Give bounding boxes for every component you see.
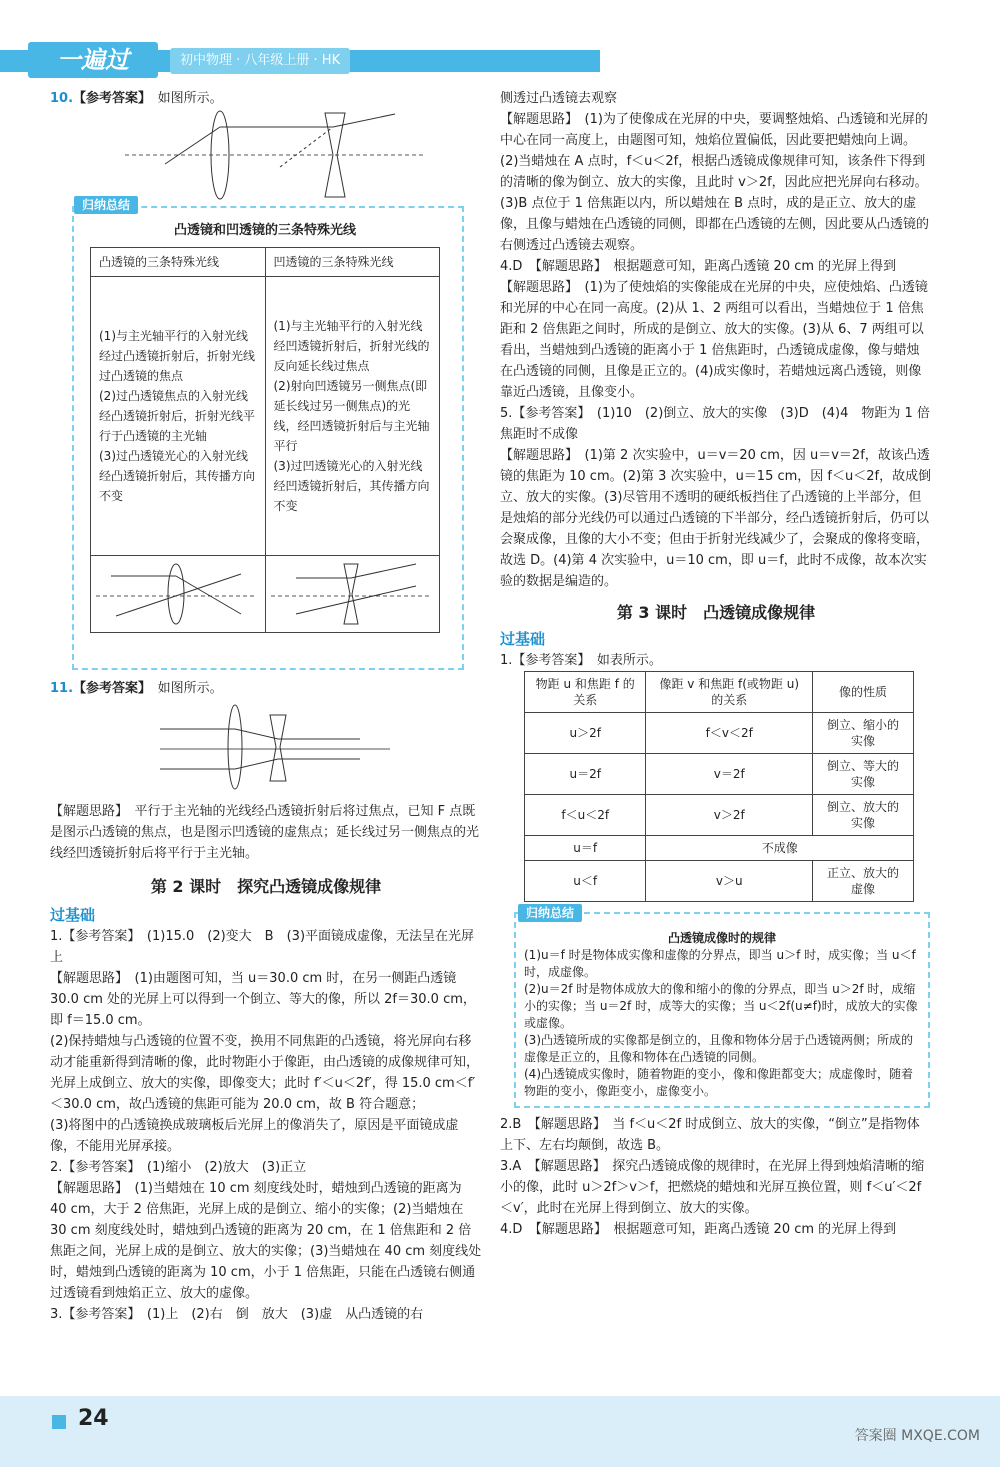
section-basics-1: 过基础 [50,906,96,924]
convex-ray-2: (2)过凸透镜焦点的入射光线经凸透镜折射后，折射光线平行于凸透镜的主光轴 [99,389,256,443]
l3-q1: 1.【参考答案】 如表所示。 [500,653,662,668]
l3-q2: 2.B 【解题思路】 当 f＜u＜2f 时成倒立、放大的实像，“倒立”是指物体上下、左右均颠倒，故选 B。 [500,1117,920,1153]
summary-label-1: 归纳总结 [74,196,138,214]
q10-num: 10. [50,91,74,106]
concave-ray-1: (1)与主光轴平行的入射光线经凹透镜折射后，折射光线的反向延长线过焦点 [273,319,430,373]
cell: v＝2f [646,754,813,795]
summary-box-2 [514,906,930,1108]
cell: f＜u＜2f [525,795,646,836]
l2-q1-t1: 【解题思路】 (1)由题图可知，当 u＝30.0 cm 时，在另一侧距凸透镜 30.0 cm 处的光屏上可以得到一个倒立、等大的像，所以 2f＝30.0 cm，即 f＝15.0 cm。 [50,971,476,1028]
q4-answer: 4.D 【解题思路】 根据题意可知，距离凸透镜 20 cm 的光屏上得到 [500,259,897,274]
q10-label: 【参考答案】 [73,91,145,106]
concave-ray-2: (2)射向凹透镜另一侧焦点(即延长线过另一侧焦点)的光线，经凹透镜折射后与主光轴平行 [273,379,430,453]
th-image-dist: 像距 v 和焦距 f(或物距 u)的关系 [646,672,813,713]
q11-diagram [160,699,390,794]
th-nature: 像的性质 [813,672,914,713]
right-column [500,88,932,1240]
imaging-rules-table [524,671,914,902]
l2-q2: 2.【参考答案】 (1)缩小 (2)放大 (3)正立 [50,1160,307,1175]
cell: 正立、放大的虚像 [813,861,914,902]
page-marker [52,1415,66,1429]
q11-think: 【解题思路】 平行于主光轴的光线经凸透镜折射后将过焦点，已知 F 点既是图示凸透镜的焦点，也是图示凹透镜的虚焦点；延长线过另一侧焦点的光线经凹透镜折射后将平行于主光轴。 [50,804,480,861]
summary-label-2: 归纳总结 [518,904,582,922]
rule-title: 凸透镜成像时的规律 [667,931,776,945]
q4-think: 【解题思路】 (1)为了使烛焰的实像能成在光屏的中央，应使烛焰、凸透镜和光屏的中心在同一高度。(2)从 1、2 两组可以看出，当蜡烛位于 1 倍焦距和 2 倍焦距之间时，所成的是倒立、放大的实像。(3)从 6、7 两组可以看出，当蜡烛到凸透镜的距离小于 1 倍焦距时，凸透镜成虚像，像与蜡烛在凸透镜的同侧，且像是正立的。(4)成实像时，若蜡烛远离凸透镜，则像靠近凸透镜，且像变小。 [500,280,928,400]
footer-band [0,1396,1000,1467]
cell: u＞2f [525,713,646,754]
cell: f＜v＜2f [646,713,813,754]
cell: 倒立、等大的实像 [813,754,914,795]
q3-t3: (3)B 点位于 1 倍焦距以内，所以蜡烛在 B 点时，成的是正立、放大的虚像，且像与蜡烛在凸透镜的同侧，即都在凸透镜的左侧，因此要从凸透镜的右侧透过凸透镜去观察。 [500,196,930,253]
l2-q1-t3: (3)将图中的凸透镜换成玻璃板后光屏上的像消失了，原因是平面镜成虚像，不能用光屏承接。 [50,1118,459,1154]
lens-table-title: 凸透镜和凹透镜的三条特殊光线 [173,223,356,238]
lens-rays-table [90,247,440,633]
rule-3: (3)凸透镜所成的实像都是倒立的，且像和物体分居于凸透镜两侧；所成的虚像是正立的，且像和物体在凸透镜的同侧。 [524,1033,914,1064]
cell: u＜f [525,861,646,902]
page-header [0,42,1000,78]
convex-ray-3: (3)过凸透镜光心的入射光线经凸透镜折射后，其传播方向不变 [99,449,256,503]
cell: 倒立、放大的实像 [813,795,914,836]
left-column [50,88,482,1322]
section-basics-2: 过基础 [500,630,546,648]
q10-text: 如图所示。 [157,91,223,106]
watermark: 答案圈 MXQE.COM [854,1428,980,1444]
q3-t1: 【解题思路】 (1)为了使像成在光屏的中央，要调整烛焰、凸透镜和光屏的中心在同一高度上，由题图可知，烛焰位置偏低，因此要把蜡烛向上调。 [500,112,928,148]
convex-ray-1: (1)与主光轴平行的入射光线经过凸透镜折射后，折射光线过凸透镜的焦点 [99,329,256,383]
l2-q3: 3.【参考答案】 (1)上 (2)右 倒 放大 (3)虚 从凸透镜的右 [50,1307,424,1322]
q11-text: 如图所示。 [157,681,223,696]
q5-answer: 5.【参考答案】 (1)10 (2)倒立、放大的实像 (3)D (4)4 物距为 1 倍焦距时不成像 [500,406,930,442]
l3-q4: 4.D 【解题思路】 根据题意可知，距离凸透镜 20 cm 的光屏上得到 [500,1222,897,1237]
cell: 倒立、缩小的实像 [813,713,914,754]
rule-4: (4)凸透镜成实像时，随着物距的变小，像和像距都变大；成虚像时，随着物距的变小，像距变小，虚像变小。 [524,1067,914,1098]
th-concave: 凹透镜的三条特殊光线 [265,248,440,277]
rule-1: (1)u＝f 时是物体成实像和虚像的分界点，即当 u＞f 时，成实像；当 u＜f 时，成虚像。 [524,948,916,979]
q3-continued: 侧透过凸透镜去观察 [500,91,618,106]
lesson2-title: 第 2 课时 探究凸透镜成像规律 [150,877,382,896]
cell: u＝f [525,836,646,861]
q11-label: 【参考答案】 [73,681,145,696]
page-number: 24 [78,1406,109,1431]
lesson3-title: 第 3 课时 凸透镜成像规律 [616,603,816,622]
rule-2: (2)u＝2f 时是物体成放大的像和缩小的像的分界点，即当 u＞2f 时，成缩小的实像；当 u＝2f 时，成等大的实像；当 u＜2f(u≠f)时，成放大的实像或虚像。 [524,982,918,1030]
cell: 不成像 [646,836,914,861]
l2-q1: 1.【参考答案】 (1)15.0 (2)变大 B (3)平面镜成虚像，无法呈在光屏上 [50,929,475,965]
q5-think: 【解题思路】 (1)第 2 次实验中，u＝v＝20 cm，因 u＝v＝2f，故该凸透镜的焦距为 10 cm。(2)第 3 次实验中，u＝15 cm，因 f＜u＜2f，故成倒立、放大的实像。(3)尽管用不透明的硬纸板挡住了凸透镜的上半部分，但是烛焰的部分光线仍可以通过凸透镜的下半部分，经凸透镜折射后，仍可以会聚成像，且像的大小不变；但由于折射光线减少了，会聚成的像将变暗，故选 D。(4)第 4 次实验中，u＝10 cm，即 u＝f，此时不成像，故本次实验的数据是编造的。 [500,448,932,589]
l3-q3: 3.A 【解题思路】 探究凸透镜成像的规律时，在光屏上得到烛焰清晰的缩小的像，此时 u＞2f＞v＞f，把燃烧的蜡烛和光屏互换位置，则 f＜u′＜2f＜v′，此时在光屏上得到倒立、放大的实像。 [500,1159,925,1216]
cell: u＝2f [525,754,646,795]
book-tag: 初中物理 · 八年级上册 · HK [170,48,350,74]
th-convex: 凸透镜的三条特殊光线 [91,248,266,277]
convex-diagram [91,556,261,626]
q11-num: 11. [50,681,74,696]
th-object: 物距 u 和焦距 f 的关系 [525,672,646,713]
l2-q1-t2: (2)保持蜡烛与凸透镜的位置不变，换用不同焦距的凸透镜，将光屏向右移动才能重新得到清晰的像，此时物距小于像距，由凸透镜的成像规律可知，光屏上成倒立、放大的实像，即像变大；此时 f′＜u＜2f′，得 15.0 cm＜f′＜30.0 cm，故凸透镜的焦距可能为 20.0 cm，故 B 符合题意； [50,1034,480,1112]
brand-logo: 一遍过 [28,42,158,78]
concave-ray-3: (3)过凹透镜光心的入射光线经凹透镜折射后，其传播方向不变 [273,459,430,513]
l2-q2-t: 【解题思路】 (1)当蜡烛在 10 cm 刻度线处时，蜡烛到凸透镜的距离为 40 cm，大于 2 倍焦距，光屏上成的是倒立、缩小的实像；(2)当蜡烛在 30 cm 刻度线处时，蜡烛到凸透镜的距离为 20 cm，在 1 倍焦距和 2 倍焦距之间，光屏上成的是倒立、放大的实像；(3)当蜡烛在 40 cm 刻度线处时，蜡烛到凸透镜的距离为 10 cm，小于 1 倍焦距，只能在凸透镜右侧通过透镜看到烛焰正立、放大的虚像。 [50,1181,482,1301]
q3-t2: (2)当蜡烛在 A 点时，f＜u＜2f，根据凸透镜成像规律可知，该条件下得到的清晰的像为倒立、放大的实像，且此时 v＞2f，因此应把光屏向右移动。 [500,154,928,190]
concave-diagram [266,556,436,626]
q10-diagram [125,109,425,201]
cell: v＞u [646,861,813,902]
cell: v＞2f [646,795,813,836]
